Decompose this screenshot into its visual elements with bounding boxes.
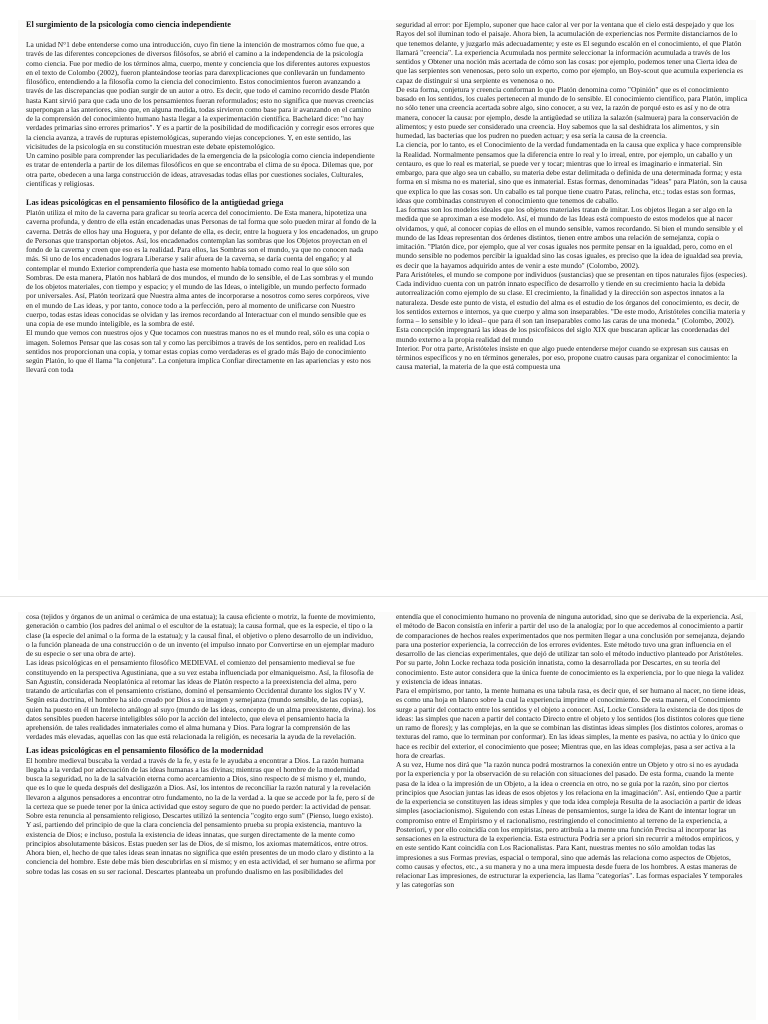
page-1-left-column (26, 20, 378, 580)
paragraph: entendía que el conocimiento humano no provenía de ninguna autoridad, sino que se derivaba de la experiencia. Así, el método de Bacon consistía en inferir a partir del uso de la analogía; por lo que accedemos al conocimiento a partir de comparaciones de hechos reales experimentados que nos permiten llegar a una conclusión por semejanza, dejando para una posterior experiencia, la corrección de los errores evidentes. Este método tuvo una gran influencia en el desarrollo de las ciencias experimentales, que dejó de utilizar tan solo el método inductivo planteado por Aristóteles. (396, 612, 745, 658)
paragraph: El hombre medieval buscaba la verdad a través de la fe, y esta fe le ayudaba a encontrar a Dios. La razón humana llegaba a la verdad por adecuación de las ideas humanas a las divinas; mientras que el hombre de la modernidad busca la seguridad, no la de la salvación eterna como acercamiento a Dios, sino respecto de sí mismo y el, mundo, que es lo que le queda después del desligazón a Dios. Así, los intentos de reconciliar la razón natural y la revelación llevaron a algunos pensadores a encontrar otro fundamento, no la de la verdad a. la que se accede por la fe, pero sí de la certeza que se puede tener por la única actividad que estoy seguro de que no puedo perder: la actividad de pensar. Sobre esta renuncia al pensamiento religioso, Descartes utilizó la sentencia "cogito ergo sum" (Pienso, luego existo). Y así, partiendo del principio de que la clara conciencia del pensamiento prueba su propia existencia, mantuvo la existencia de Dios; e incluso, postula la existencia de ideas innatas, que surgen directamente de la mente como principios absolutamente básicos. Estas pueden ser las de Dios, de sí mismo, los axiomas matemáticos, entre otros. Ahora bien, el, hecho de que tales ideas sean innatas no significa que estén presentes de un modo claro y distinto a la conciencia del hombre. Este debe más bien descubrirlas en sí mismo; y en esta actividad, el ser humano se afirma por sobre todas las cosas en su ser racional. Descartes planteaba un profundo dualismo en las posibilidades del (26, 755, 376, 876)
paragraph: Un camino posible para comprender las peculiaridades de la emergencia de la psicología como ciencia independiente es tratar de entenderla a partir de los dilemas filosóficos en que se encontraba el clima de su época. Dilemas que, por otra parte, obedecen a una larga construcción de ideas, atravesadas todas ellas por cuestiones sociales, Culturales, científicas y religiosas. (26, 151, 375, 188)
page-divider (0, 596, 768, 597)
paragraph: cosa (tejidos y órganos de un animal o cerámica de una estatua); la causa eficiente o motriz, la fuente de movimiento, generación o cambio (los padres del animal o el escultor de la estatua); la causa formal, que es la especie, el tipo o la clase (la especie del animal o la forma de la estatua); y la causal final, el objetivo o pleno desarrollo de un individuo, o la función planeada de una construcción o de un invento (el impulso innato por Convertirse en un ejemplar maduro de su especie o ser una obra de arte). (26, 612, 376, 658)
document-page-2 (18, 612, 756, 1020)
page-2-left-column (26, 612, 378, 1020)
paragraph: Por su parte, John Locke rechaza toda posición innatista, como la desarrollada por Descartes, en su teoría del conocimiento. Este autor considera que la única fuente de conocimiento es la experiencia, por lo que niega la validez y existencia de ideas innatas. (396, 658, 744, 686)
document-page-1 (18, 20, 756, 580)
page-2-right-column (396, 612, 748, 1020)
paragraph: La unidad N°1 debe entenderse como una introducción, cuyo fin tiene la intención de mostrarnos cómo fue que, a través de las diferentes concepciones de diversos filósofos, se abrió el camino a la independencia de la psicología como ciencia. Fue por medio de los términos alma, cuerpo, mente y conciencia que los diferentes autores expuestos en el texto de Colombo (2002), fueron planteándose teorías para darexplicaciones que conllevarán un fundamento filosófico, entendiendo a la filosofía como la ciencia del conocimiento. Estos conocimientos fueron avanzando a través de las discrepancias que podían surgir de un autor a otro. Es decir, que todo el camino recorrido desde Platón hasta Kant sirvió para que cada uno de los pensamientos fueran reformulados; esto no significa que nuevas creencias superpongan a las anteriores, sino que, en alguna medida, todas sirvieron como base para ir avanzando en el camino de la comprensión del conocimiento humano hasta llegar a la experimentación científica. Bachelard dice: "no hay verdades primarias sino errores primarios". Y es a partir de la posibilidad de modificación y corregir esos errores que la ciencia avanza, a través de rupturas epistemológicas, superando viejas concepciones. Y, en este sentido, las vicisitudes de la psicología en su constitución muestran este debate epistemológico. (26, 40, 374, 151)
paragraph: Para Aristóteles, el mundo se compone por individuos (sustancias) que se presentan en tipos naturales fijos (especies). Cada individuo cuenta con un patrón innato específico de desarrollo y tiende en su crecimiento hacia la debida autorrealización como ejemplo de su clase. El crecimiento, la finalidad y la dirección son aspectos innatos a la naturaleza. Desde este punto de vista, el estudio del alma es el estudio de los órganos del conocimiento, es decir, de los sentidos externos e internos, ya que cuerpo y alma son inseparables. "De este modo, Aristóteles concilia materia y forma – lo sensible y lo ideal– que para él son tan inseparables como las caras de una moneda." (Colombo, 2002). Esta concepción impregnará las ideas de los psicofísicos del siglo XIX que buscaran aplicar las coordenadas del mundo externo a la propia realidad del mundo (396, 269, 748, 344)
paragraph: seguridad al error: por Ejemplo, suponer que hace calor al ver por la ventana que el cielo está despejado y que los Rayos del sol iluminan todo el paisaje. Ahora bien, la acumulación de experiencias nos Permite distanciarnos de lo que tenemos delante, y juzgarlo más adecuadamente; y este es El segundo escalón en el conocimiento, el que Platón llamará "creencia". La experiencia Acumulada nos permite seleccionar la información acumulada a través de los sentidos y Obtener una noción más acertada de cómo son las cosas: por ejemplo, podemos tener una Cierta idea de que las serpientes son venenosas, pero solo un experto, como por ejemplo, un Boy-scout que acumula experiencia es capaz de distinguir si una serpiente es venenosa o no. (396, 20, 743, 85)
paragraph: Para el empirismo, por tanto, la mente humana es una tabula rasa, es decir que, el ser humano al nacer, no tiene ideas, es como una hoja en blanco sobre la cual la experiencia imprime el conocimiento. De esta manera, el Conocimiento surge a partir del contacto entre los sentidos y el objeto a conocer. Así, Locke Considera la existencia de dos tipos de ideas: las simples que nacen a partir del contacto Directo entre el objeto y los sentidos (los distintos colores que tiene un ramo de flores); y las complejas, en la que se combinan las distintas ideas simples (los distintos colores, aromas o texturas del ramo, que lo terminan por conformar). En las ideas simples, la mente es pasiva, no actúa y lo único que hace es recibir del exterior, el conocimiento que posee; Mientras que, en las ideas complejas, pasa a ser activa a la hora de crearlas. (396, 686, 746, 760)
paragraph: La ciencia, por lo tanto, es el Conocimiento de la verdad fundamentada en la causa que explica y hace comprensible la Realidad. Normalmente pensamos que la diferencia entre lo real y lo irreal, entre, por ejemplo, un caballo y un centauro, es que lo real es material, se puede ver y tocar; mientras que lo irreal es imaginario e inmaterial. Sin embargo, para que algo sea un caballo, su materia debe estar delimitada o definida de una determinada forma; y esta forma en sí misma no es material, sino que es inmaterial. Estas formas, denominadas "ideas" para Platón, son la causa que explica lo que las cosas son. Un caballo es tal porque tiene cuatro Patas, relincha, etc.; todas estas son formas, ideas que combinadas construyen el conocimiento que tenemos de caballo. (396, 140, 747, 205)
paragraph: A su vez, Hume nos dirá que "la razón nunca podrá mostrarnos la conexión entre un Objeto y otro si no es ayudada por la experiencia y por la observación de su relación con situaciones del pasado. De esta forma, cuando la mente pasa de la idea o la impresión de un Objeto, a la idea o creencia en otro, no se guía por la razón, sino por ciertos principios que Asocian juntas las ideas de esos objetos y los relaciona en la imaginación". Así, entiendo Que a partir de la experiencia se constituyen las ideas simples y que toda idea compleja Resulta de la asociación a partir de ideas simples (asociacionismo). Siguiendo con estas Líneas de pensamientos, surge la idea de Kant de intentar lograr un compromiso entre el Empirismo y el racionalismo, restringiendo el conocimiento al terreno de la experiencia, a Posteriori, y por ello coincidía con los empiristas, pero atribuía a la mente una función Precisa al incorporar las sensaciones en la estructura de la experiencia. Esta estructura Podría ser a priori sin recurrir a métodos empíricos, y en este sentido Kant coincidía con Los Racionalistas. Para Kant, nuestras mentes no sólo amoldan todas las impresiones a sus Formas previas, espacial o temporal, sino que además las relaciona como aspectos de Objetos, como causas y efectos, etc., a su manera y no a una mera impuesta desde fuera de los hombres. A estas maneras de relacionar Las impresiones, de estructurar la experiencia, las llama "categorías". Las formas espaciales Y temporales y las categorías son (396, 760, 743, 890)
paragraph: El mundo que vemos con nuestros ojos y Que tocamos con nuestras manos no es el mundo real, sólo es una copia o imagen. Solemos Pensar que las cosas son tal y como las percibimos a través de los sentidos, pero en realidad Los sentidos nos proporcionan una copia, y tomar estas copias como verdaderas es el grado más Bajo de conocimiento según Platón, lo que él llama "la conjetura". La conjetura implica Confiar directamente en las apariencias y esto nos llevará con toda (26, 328, 371, 375)
paragraph: De esta forma, conjetura y creencia conforman lo que Platón denomina como "Opinión" que es el conocimiento basado en los sentidos, los cuales pertenecen al mundo de lo sensible. El conocimiento científico, para Platón, implica no sólo tener una creencia acertada sobre algo, sino conocer, a su vez, la razón de porqué esto es así y no de otra manera, conocer la causa: por ejemplo, desde la antigüedad se utiliza la salazón (salmuera) para la conservación de alimentos; y esto puede ser considerado una creencia. Hoy sabemos que la sal deshidrata los alimentos, y sin humedad, las bacterias que los pudren no pueden actuar; y esa sería la causa de la creencia. (396, 84, 748, 140)
section-heading: Las ideas psicológicas en el pensamiento filosófico de la modernidad (26, 745, 264, 755)
paragraph: Platón utiliza el mito de la caverna para graficar su teoría acerca del conocimiento. De Esta manera, hipotetiza una caverna profunda, y dentro de ella están encadenadas unas Personas de tal forma que solo pueden mirar al fondo de la caverna. Detrás de ellos hay una Hoguera, y por delante de ella, es decir, entre la hoguera y los encadenados, un grupo de Personas que transportan objetos. Así, los encadenados contemplan las sombras que los Objetos proyectan en el fondo de la caverna y creen que eso es la realidad. Para ellos, las Sombras son el mundo, ya que no conocen nada más. Si uno de los encadenados lograra Liberarse y salir afuera de la caverna, se daría cuenta del engaño; y al contemplar el mundo Exterior comprendería que hasta ese momento había tomado como real lo que sólo son Sombras. De esta manera, Platón nos hablará de dos mundos, el mundo de lo sensible, el de Las sombras y el mundo de los objetos materiales, con tiempo y espacio; y el mundo de las Ideas, o inteligible, un mundo perfecto formado por universales. Así, Platón teorizará que Nuestra alma antes de incorporarse a nosotros como seres corpóreos, vive en el mundo de Las ideas, y por tanto, conoce todo a la perfección, pero al momento de unificarse con Nuestro cuerpo, todas estas ideas conocidas se olvidan y las iremos recordando al Interactuar con el mundo sensible que es una copia de ese mundo inteligible, es la sombra de esté. (26, 208, 378, 328)
paragraph: Interior. Por otra parte, Aristóteles insiste en que algo puede entenderse mejor cuando se expresan sus causas en términos específicos y no en términos generales, por eso, propone cuatro causas para organizar el conocimiento: la causa material, la materia de la que está compuesta una (396, 343, 738, 372)
section-heading: Las ideas psicológicas en el pensamiento filosófico de la antigüedad griega (26, 198, 284, 207)
paragraph: Las ideas psicológicas en el pensamiento filosófico MEDIEVAL el comienzo del pensamiento medieval se fue constituyendo en la perspectiva Agustiniana, que a su vez estaba influenciada por elmaniqueismo. Así, la filosofía de San Agustín, considerada Neoplatónica al retomar las ideas de Platón respecto a la preexistencia del alma, pero tratando de articularlas con el pensamiento cristiano, dominó el pensamiento Occidental durante los siglos IV y V. Según esta doctrina, el hombre ha sido creado por Dios a su imagen y semejanza (mundo sensible, de las copias), quien ha puesto en él un Intelecto análogo al suyo (mundo de las ideas, concepto de un alma preexistente, divina). los datos sensibles pueden hacerse inteligibles sólo por la acción del intelecto, que eleva el pensamiento hacia la aprehensión. de tales realidades inmateriales como el alma humana y Dios. Para lograr la comprensión de las verdades más elevadas, aquellas con las que está relacionada la religión, es necesaria la ayuda de la revelación. (26, 658, 376, 742)
section-heading: El surgimiento de la psicología como ciencia independiente (26, 20, 231, 29)
page-1-right-column (396, 20, 748, 580)
paragraph: Las formas son los modelos ideales que los objetos materiales tratan de imitar. Los objetos llegan a ser algo en la medida que se aproximan a ese modelo. Así, el mundo de las Ideas está compuesto de estos modelos que al nacer olvidamos, y qué, al conocer copias de ellos en el mundo sensible, vamos recordando. Si bien el mundo sensible y el mundo de las Ideas representan dos órdenes distintos, tienen entre ambos una relación de semejanza, copia o imitación. "Platón dice, por ejemplo, que al ver cosas iguales nos permite pensar en la igualdad, pero, como en el mundo sensible no podemos percibir la igualdad sino las cosas iguales, es preciso que la idea de igualdad sea previa, es decir que la hayamos adquirido antes de venir a este mundo" (Colombo, 2002). (396, 205, 744, 270)
